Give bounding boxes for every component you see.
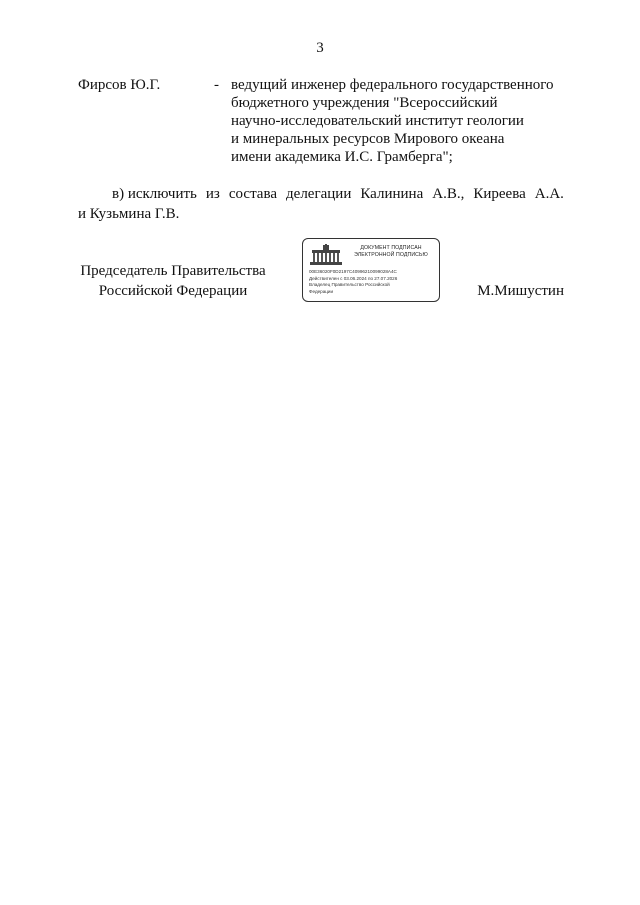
stamp-owner: Владелец Правительство Российской — [309, 282, 390, 288]
stamp-owner: Федерации — [309, 288, 334, 294]
clause-word: Калинина — [360, 186, 424, 202]
clause-word: состава — [228, 186, 278, 202]
government-building-icon — [309, 244, 343, 266]
entry-description-line: имени академика И.С. Грамберга"; — [231, 149, 453, 165]
entry-description-line: ведущий инженер федерального государственного — [231, 77, 554, 93]
stamp-heading-line: ЭЛЕКТРОННОЙ ПОДПИСЬЮ — [354, 252, 428, 258]
stamp-validity: Действителен с 03.06.2024 по 27.07.2026 — [309, 275, 398, 281]
clause-line-1 — [78, 184, 564, 204]
entry-description — [231, 76, 571, 166]
entry-description-line: и минеральных ресурсов Мирового океана — [231, 131, 505, 147]
stamp-heading-line: ДОКУМЕНТ ПОДПИСАН — [360, 245, 422, 251]
entry-description-line: бюджетного учреждения "Всероссийский — [231, 95, 498, 111]
clause-word: делегации — [286, 186, 352, 202]
clause-word: из — [205, 186, 220, 202]
exclusion-clause — [78, 184, 564, 224]
signer-title-line: Российской Федерации — [98, 283, 248, 299]
stamp-certificate: 00E36020F0D2197C40996210099028A4C — [309, 269, 397, 274]
clause-word: в) исключить — [112, 186, 197, 202]
stamp-heading — [345, 245, 437, 259]
clause-word: А.А. — [534, 186, 564, 202]
electronic-signature-stamp — [302, 238, 440, 302]
page-number: 3 — [316, 40, 324, 56]
signer-title-line: Председатель Правительства — [80, 263, 266, 279]
entry-dash: - — [214, 77, 219, 93]
signer-title — [78, 261, 268, 301]
entry-description-line: научно-исследовательский институт геологии — [231, 113, 524, 129]
entry-person-name: Фирсов Ю.Г. — [78, 77, 161, 93]
clause-line-2: и Кузьмина Г.В. — [78, 206, 180, 222]
clause-word: А.В., — [432, 186, 465, 202]
stamp-details — [309, 269, 437, 295]
clause-word: Киреева — [473, 186, 526, 202]
signer-name: М.Мишустин — [477, 283, 564, 299]
